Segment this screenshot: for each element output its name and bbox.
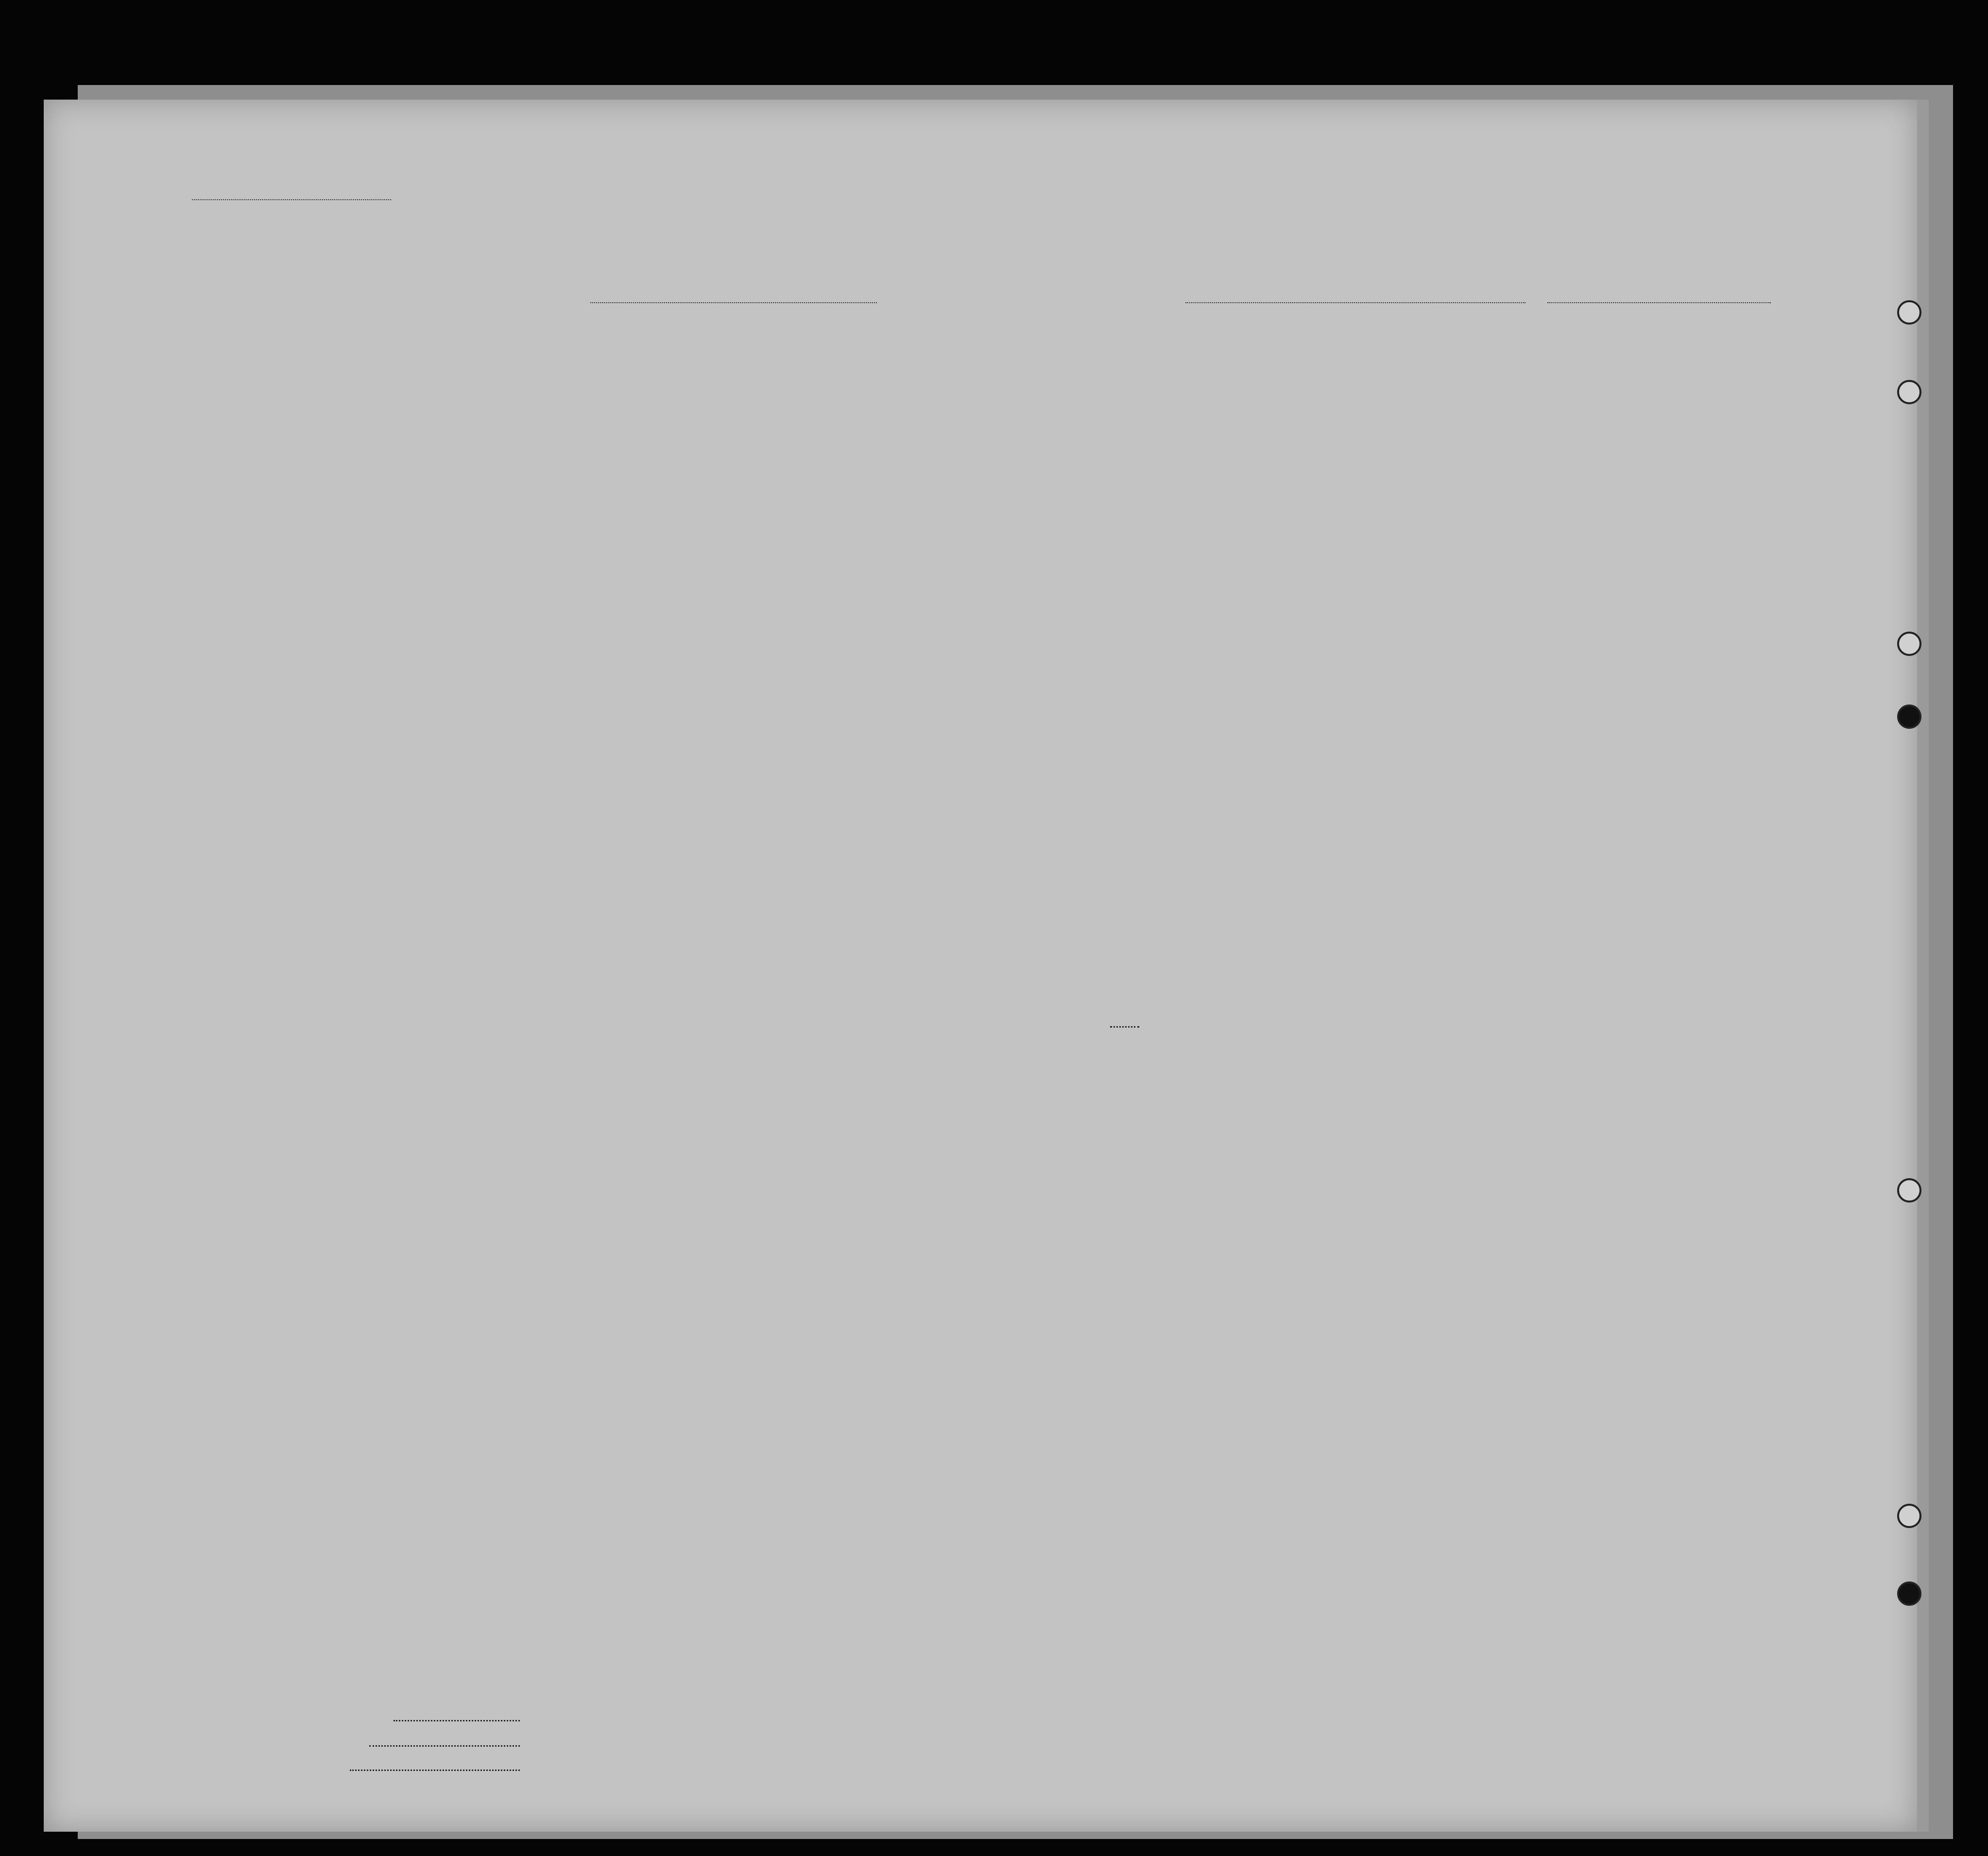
binder-hole [1897,380,1921,404]
footer-aliens-line [350,1770,520,1771]
binder-hole [1897,1581,1921,1606]
purser-line [1110,1026,1139,1028]
binder-hole [1897,1504,1921,1528]
list-line [192,199,391,200]
ship-line [590,302,877,303]
date-line [1547,302,1771,303]
port-line [1185,302,1525,303]
binder-hole [1897,300,1921,325]
binder-hole [1897,705,1921,729]
footer-citizens-line [369,1745,520,1747]
binder-hole [1897,632,1921,656]
footer-total-line [394,1720,520,1721]
binder-hole [1897,1178,1921,1203]
